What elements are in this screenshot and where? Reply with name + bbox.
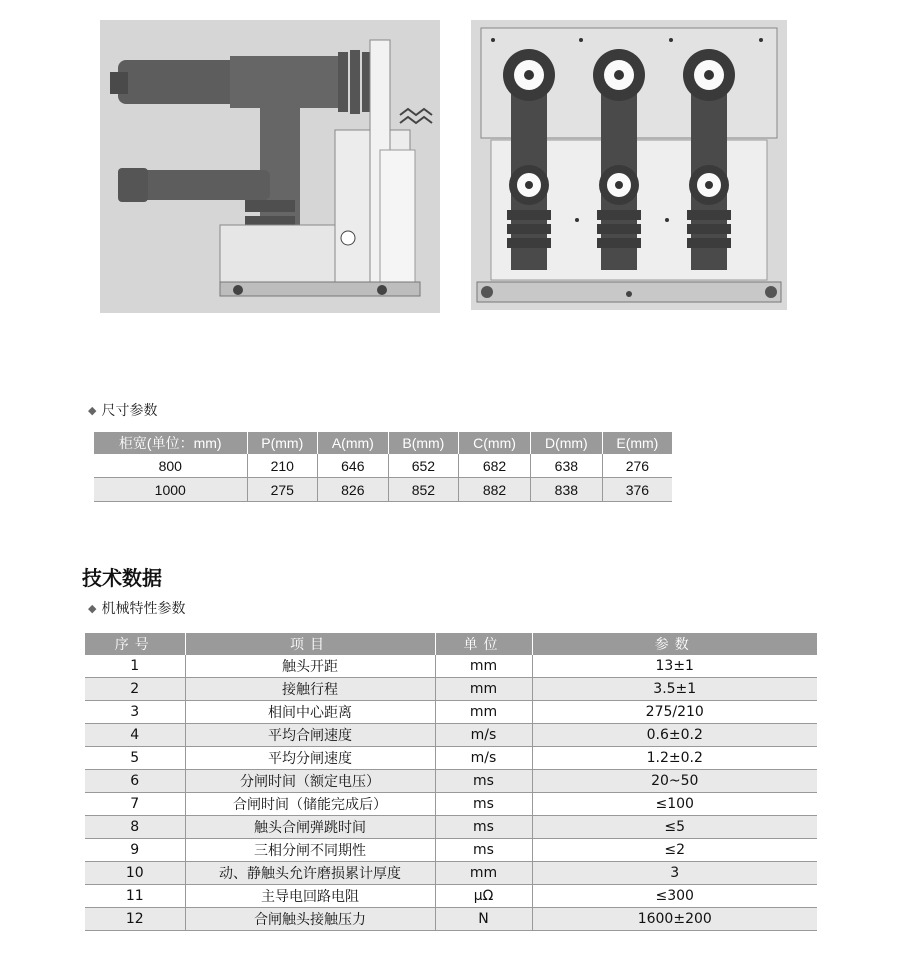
mechanical-table — [85, 633, 817, 931]
table-cell: 3 — [532, 862, 817, 885]
table-cell: 826 — [318, 478, 389, 502]
dimensions-section-header — [88, 400, 157, 420]
mechanical-header-row — [85, 633, 817, 655]
table-cell: 652 — [388, 454, 459, 478]
diamond-bullet-icon: ◆ — [88, 403, 97, 417]
table-cell: 638 — [530, 454, 602, 478]
table-cell: 9 — [85, 839, 185, 862]
table-cell: ms — [435, 839, 532, 862]
table-cell: ms — [435, 816, 532, 839]
table-row — [85, 908, 817, 931]
table-cell: 8 — [85, 816, 185, 839]
table-cell: N — [435, 908, 532, 931]
column-header: B(mm) — [388, 432, 459, 454]
table-row — [85, 839, 817, 862]
table-row — [94, 454, 672, 478]
table-cell: 1.2±0.2 — [532, 747, 817, 770]
table-cell: ≤2 — [532, 839, 817, 862]
table-cell: ≤5 — [532, 816, 817, 839]
table-row — [85, 678, 817, 701]
table-cell: 触头开距 — [185, 655, 435, 678]
table-cell: 分闸时间（额定电压） — [185, 770, 435, 793]
table-cell: 相间中心距离 — [185, 701, 435, 724]
dimensions-table — [94, 432, 672, 502]
table-cell: 接触行程 — [185, 678, 435, 701]
table-cell: 20~50 — [532, 770, 817, 793]
table-cell: mm — [435, 678, 532, 701]
table-cell: 275 — [247, 478, 318, 502]
table-cell: 4 — [85, 724, 185, 747]
column-header: 单位 — [435, 633, 532, 655]
table-cell: 800 — [94, 454, 247, 478]
table-cell: 0.6±0.2 — [532, 724, 817, 747]
table-cell: 852 — [388, 478, 459, 502]
mechanical-header-label: 机械特性参数 — [101, 601, 186, 617]
column-header: E(mm) — [602, 432, 672, 454]
table-cell: 682 — [459, 454, 531, 478]
table-cell: 210 — [247, 454, 318, 478]
table-row — [85, 747, 817, 770]
column-header: 柜宽(单位：mm) — [94, 432, 247, 454]
table-row — [85, 885, 817, 908]
table-cell: 主导电回路电阻 — [185, 885, 435, 908]
table-cell: 动、静触头允许磨损累计厚度 — [185, 862, 435, 885]
table-cell: 3 — [85, 701, 185, 724]
table-cell: 6 — [85, 770, 185, 793]
dimensions-header-row — [94, 432, 672, 454]
front-view-image — [471, 20, 787, 310]
table-cell: 275/210 — [532, 701, 817, 724]
table-row — [85, 770, 817, 793]
technical-data-heading: 技术数据 — [82, 566, 162, 590]
dimensions-header-label: 尺寸参数 — [101, 403, 158, 419]
table-cell: 12 — [85, 908, 185, 931]
diamond-bullet-icon: ◆ — [88, 601, 97, 615]
column-header: C(mm) — [459, 432, 531, 454]
table-cell: 3.5±1 — [532, 678, 817, 701]
table-row — [85, 862, 817, 885]
table-cell: 882 — [459, 478, 531, 502]
table-cell: ≤300 — [532, 885, 817, 908]
table-cell: 838 — [530, 478, 602, 502]
table-cell: ≤100 — [532, 793, 817, 816]
mechanical-section-header — [88, 598, 185, 618]
table-cell: 合闸触头接触压力 — [185, 908, 435, 931]
column-header: A(mm) — [318, 432, 389, 454]
table-cell: 10 — [85, 862, 185, 885]
column-header: P(mm) — [247, 432, 318, 454]
table-cell: 合闸时间（储能完成后） — [185, 793, 435, 816]
side-view-image — [100, 20, 440, 313]
table-row — [85, 701, 817, 724]
table-cell: mm — [435, 701, 532, 724]
table-row — [94, 478, 672, 502]
table-cell: 5 — [85, 747, 185, 770]
table-cell: 1 — [85, 655, 185, 678]
column-header: D(mm) — [530, 432, 602, 454]
table-cell: 1600±200 — [532, 908, 817, 931]
column-header: 序号 — [85, 633, 185, 655]
table-row — [85, 724, 817, 747]
table-cell: ms — [435, 770, 532, 793]
table-cell: m/s — [435, 724, 532, 747]
table-cell: mm — [435, 862, 532, 885]
table-cell: 平均合闸速度 — [185, 724, 435, 747]
table-cell: m/s — [435, 747, 532, 770]
table-cell: 2 — [85, 678, 185, 701]
table-cell: 1000 — [94, 478, 247, 502]
table-row — [85, 793, 817, 816]
table-row — [85, 816, 817, 839]
column-header: 参数 — [532, 633, 817, 655]
table-cell: 7 — [85, 793, 185, 816]
table-cell: 376 — [602, 478, 672, 502]
table-cell: 触头合闸弹跳时间 — [185, 816, 435, 839]
table-cell: 三相分闸不同期性 — [185, 839, 435, 862]
column-header: 项目 — [185, 633, 435, 655]
table-cell: 276 — [602, 454, 672, 478]
table-row — [85, 655, 817, 678]
table-cell: μΩ — [435, 885, 532, 908]
table-cell: 13±1 — [532, 655, 817, 678]
table-cell: 平均分闸速度 — [185, 747, 435, 770]
table-cell: ms — [435, 793, 532, 816]
table-cell: 11 — [85, 885, 185, 908]
table-cell: mm — [435, 655, 532, 678]
table-cell: 646 — [318, 454, 389, 478]
